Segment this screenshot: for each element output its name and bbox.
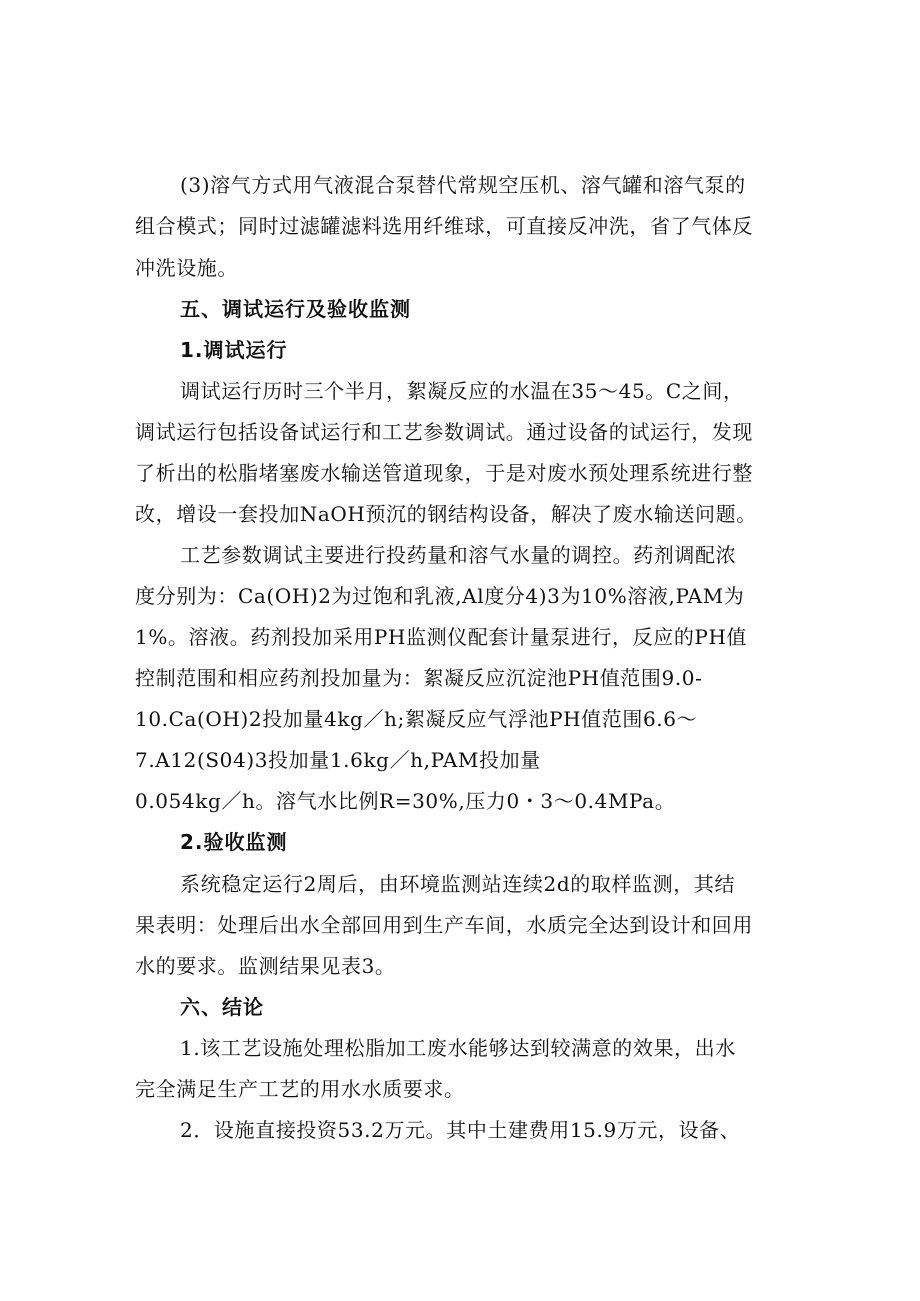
para-3-line-2: 组合模式；同时过滤罐滤料选用纤维球，可直接反冲洗，省了气体反 bbox=[135, 214, 753, 238]
debug-para-line-3: 了析出的松脂堵塞废水输送管道现象，于是对废水预处理系统进行整 bbox=[135, 461, 753, 485]
param-para-line-6: 7.A12(S04)3投加量1.6kg／h,PAM投加量 bbox=[135, 748, 541, 772]
conclusion-2-line-1: 2．设施直接投资53.2万元。其中土建费用15.9万元，设备、 bbox=[180, 1118, 741, 1142]
param-para-line-2: 度分别为：Ca(OH)2为过饱和乳液,Al度分4)3为10%溶液,PAM为 bbox=[135, 584, 745, 608]
param-para-line-4: 控制范围和相应药剂投加量为：絮凝反应沉淀池PH值范围9.0- bbox=[135, 666, 703, 690]
para-3-line-1: (3)溶气方式用气液混合泵替代常规空压机、溶气罐和溶气泵的 bbox=[180, 173, 746, 197]
para-3-line-3: 冲洗设施。 bbox=[135, 256, 238, 280]
debug-para-line-1: 调试运行历时三个半月，絮凝反应的水温在35～45。C之间， bbox=[180, 379, 744, 403]
section-5-title: 五、调试运行及验收监测 bbox=[180, 297, 411, 321]
subsection-1-title: 1.调试运行 bbox=[180, 338, 288, 362]
section-6-title: 六、结论 bbox=[180, 995, 264, 1019]
conclusion-1-line-1: 1.该工艺设施处理松脂加工废水能够达到较满意的效果，出水 bbox=[180, 1036, 736, 1060]
subsection-2-title: 2.验收监测 bbox=[180, 830, 288, 854]
monitor-para-line-3: 水的要求。监测结果见表3。 bbox=[135, 954, 396, 978]
param-para-line-7: 0.054kg／h。溶气水比例R=30%,压力0・3～0.4MPa。 bbox=[135, 789, 676, 813]
param-para-line-5: 10.Ca(OH)2投加量4kg／h;絮凝反应气浮池PH值范围6.6～ bbox=[135, 707, 698, 731]
monitor-para-line-2: 果表明：处理后出水全部回用到生产车间，水质完全达到设计和回用 bbox=[135, 913, 753, 937]
conclusion-1-line-2: 完全满足生产工艺的用水水质要求。 bbox=[135, 1077, 465, 1101]
param-para-line-3: 1%。溶液。药剂投加采用PH监测仪配套计量泵进行，反应的PH值 bbox=[135, 625, 748, 649]
debug-para-line-4: 改，增设一套投加NaOH预沉的钢结构设备，解决了废水输送问题。 bbox=[135, 502, 757, 526]
debug-para-line-2: 调试运行包括设备试运行和工艺参数调试。通过设备的试运行，发现 bbox=[135, 420, 753, 444]
monitor-para-line-1: 系统稳定运行2周后，由环境监测站连续2d的取样监测，其结 bbox=[180, 872, 736, 896]
param-para-line-1: 工艺参数调试主要进行投药量和溶气水量的调控。药剂调配浓 bbox=[180, 543, 737, 567]
